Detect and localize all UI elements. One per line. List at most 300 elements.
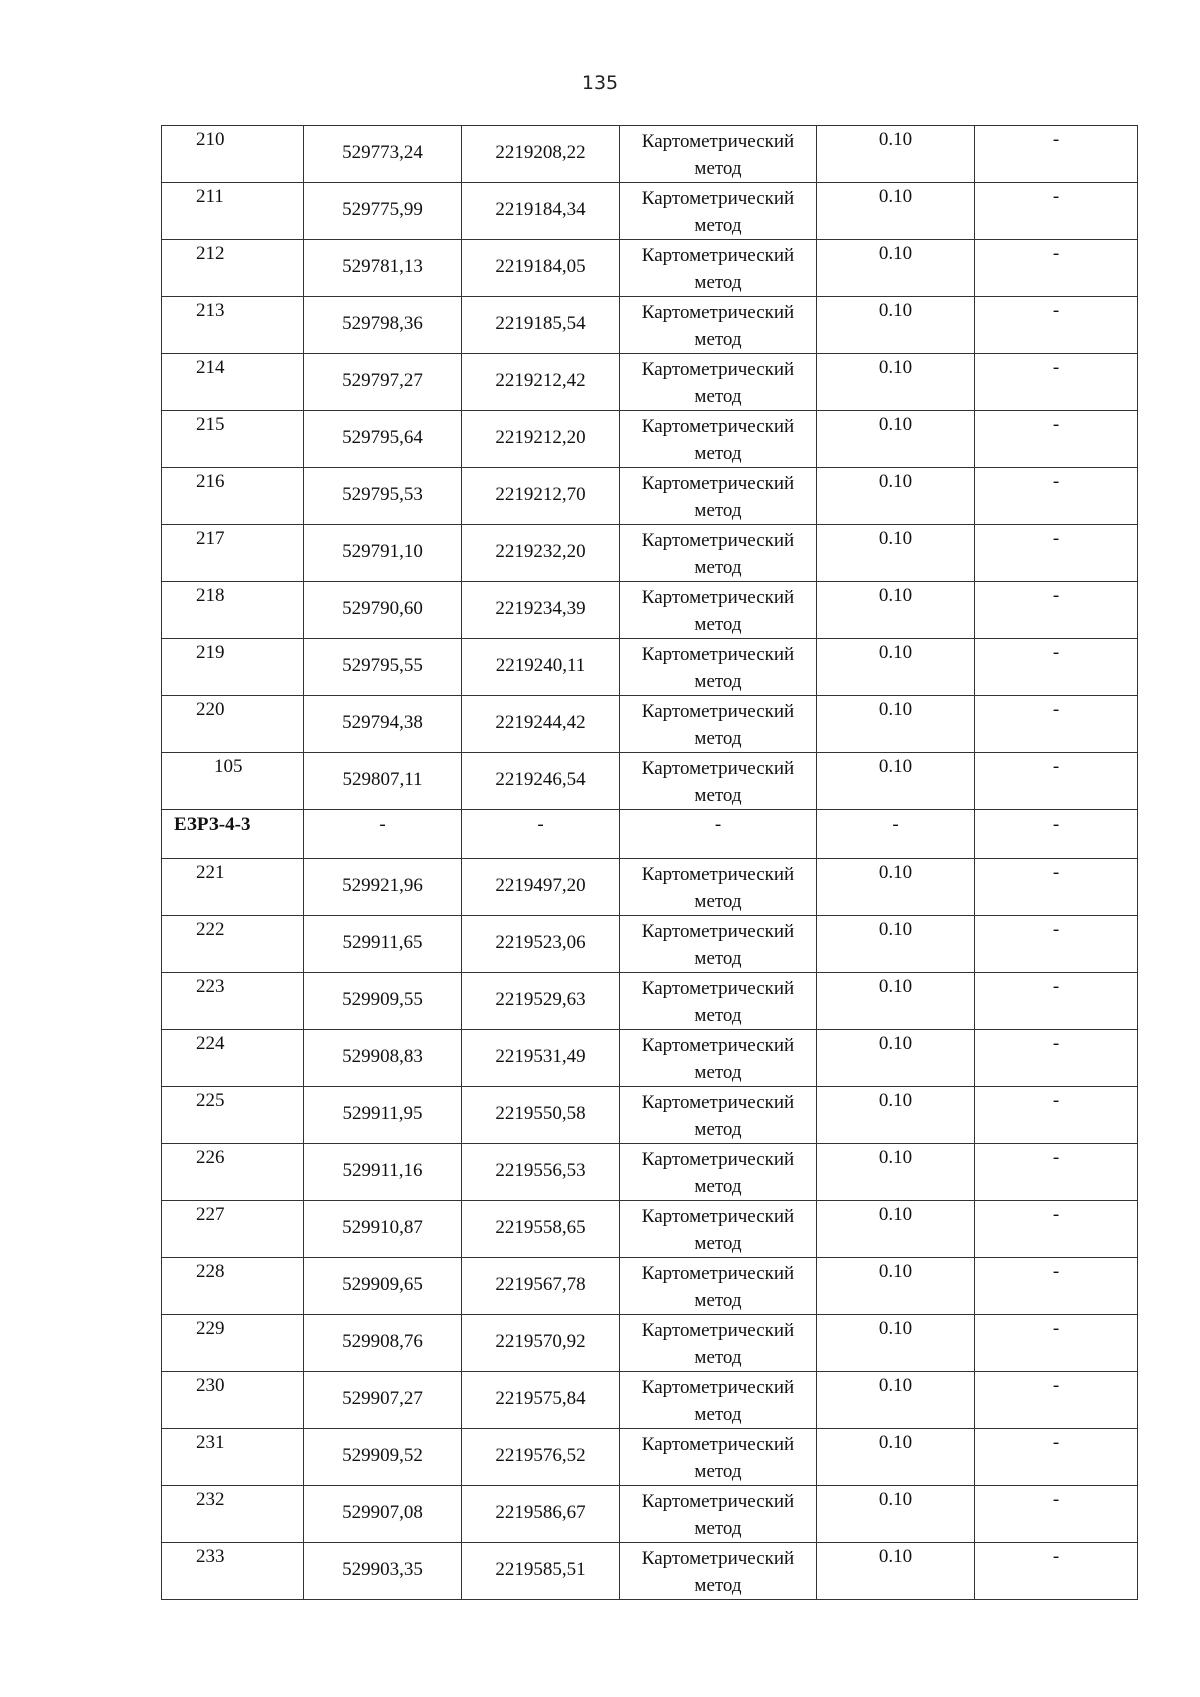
coordinate-y-cell-text: 2219244,42	[495, 712, 586, 733]
method-cell	[620, 126, 817, 183]
coordinate-y-cell-text: 2219212,42	[495, 370, 586, 391]
description-cell-text: -	[1052, 1432, 1060, 1453]
coordinate-x-cell-text: 529775,99	[342, 199, 423, 220]
description-cell-text: -	[1052, 699, 1060, 720]
description-cell	[975, 1486, 1138, 1543]
method-cell-text: Картометрический метод	[641, 416, 795, 464]
precision-cell	[817, 1258, 975, 1315]
description-cell	[975, 973, 1138, 1030]
coordinate-y-cell-text: 2219240,11	[495, 655, 586, 676]
coordinate-x-cell	[304, 297, 462, 354]
precision-cell-text: 0.10	[878, 129, 913, 150]
table-row	[162, 1372, 1138, 1429]
description-cell-text: -	[1052, 528, 1060, 549]
point-number-cell	[162, 126, 304, 183]
method-cell-text: Картометрический метод	[641, 644, 795, 692]
point-number-cell	[162, 183, 304, 240]
description-cell	[975, 126, 1138, 183]
method-cell-text: Картометрический метод	[641, 701, 795, 749]
precision-cell-text: 0.10	[878, 1432, 913, 1453]
precision-cell-text: 0.10	[878, 756, 913, 777]
point-number-cell-text: 213	[196, 300, 225, 321]
coordinate-y-cell-text: 2219529,63	[495, 989, 586, 1010]
coordinate-y-cell	[462, 1087, 620, 1144]
coordinate-y-cell	[462, 639, 620, 696]
empty-value-cell	[462, 810, 620, 859]
description-cell	[975, 859, 1138, 916]
description-cell-text: -	[1052, 756, 1060, 777]
point-number-cell-text: 215	[196, 414, 225, 435]
method-cell-text: Картометрический метод	[641, 245, 795, 293]
point-number-cell	[162, 1315, 304, 1372]
method-cell-text: Картометрический метод	[641, 1035, 795, 1083]
coordinate-y-cell	[462, 240, 620, 297]
table-row	[162, 753, 1138, 810]
coordinate-y-cell-text: 2219550,58	[495, 1103, 586, 1124]
method-cell-text: Картометрический метод	[641, 1548, 795, 1596]
coordinates-table	[161, 125, 1138, 1600]
method-cell-text: Картометрический метод	[641, 188, 795, 236]
description-cell	[975, 1372, 1138, 1429]
description-cell-text: -	[1052, 243, 1060, 264]
precision-cell-text: 0.10	[878, 862, 913, 883]
coordinate-x-cell	[304, 973, 462, 1030]
coordinate-x-cell	[304, 639, 462, 696]
coordinate-x-cell-text: 529791,10	[342, 541, 423, 562]
precision-cell-text: 0.10	[878, 1375, 913, 1396]
point-number-cell	[162, 582, 304, 639]
coordinate-x-cell	[304, 1144, 462, 1201]
coordinate-x-cell-text: 529911,65	[342, 932, 423, 953]
table-row	[162, 126, 1138, 183]
precision-cell	[817, 696, 975, 753]
description-cell-text: -	[1052, 1033, 1060, 1054]
method-cell	[620, 1144, 817, 1201]
method-cell	[620, 1315, 817, 1372]
coordinate-x-cell-text: 529781,13	[342, 256, 423, 277]
method-cell	[620, 1429, 817, 1486]
coordinate-x-cell-text: 529903,35	[342, 1559, 423, 1580]
coordinate-x-cell-text: 529908,83	[342, 1046, 423, 1067]
description-cell	[975, 1315, 1138, 1372]
coordinate-y-cell	[462, 1030, 620, 1087]
coordinate-x-cell	[304, 582, 462, 639]
method-cell	[620, 1372, 817, 1429]
description-cell	[975, 1543, 1138, 1600]
description-cell	[975, 1429, 1138, 1486]
coordinate-x-cell-text: 529909,65	[342, 1274, 423, 1295]
table-row	[162, 916, 1138, 973]
method-cell-text: Картометрический метод	[641, 1320, 795, 1368]
coordinate-y-cell	[462, 183, 620, 240]
coordinate-x-cell-text: 529795,64	[342, 427, 423, 448]
precision-cell-text: 0.10	[878, 528, 913, 549]
precision-cell	[817, 183, 975, 240]
precision-cell	[817, 1087, 975, 1144]
method-cell	[620, 468, 817, 525]
description-cell	[975, 1087, 1138, 1144]
method-cell-text: Картометрический метод	[641, 473, 795, 521]
method-cell-text: Картометрический метод	[641, 131, 795, 179]
method-cell	[620, 183, 817, 240]
precision-cell-text: 0.10	[878, 585, 913, 606]
table-row	[162, 696, 1138, 753]
point-number-cell-text: 219	[196, 642, 225, 663]
precision-cell	[817, 753, 975, 810]
coordinate-y-cell-text: 2219523,06	[495, 932, 586, 953]
point-number-cell	[162, 240, 304, 297]
precision-cell	[817, 525, 975, 582]
coordinate-y-cell	[462, 525, 620, 582]
table-row	[162, 468, 1138, 525]
coordinate-x-cell-text: 529794,38	[342, 712, 423, 733]
point-number-cell	[162, 468, 304, 525]
method-cell-text: Картометрический метод	[641, 864, 795, 912]
precision-cell	[817, 1543, 975, 1600]
point-number-cell-text: 211	[196, 186, 224, 207]
coordinate-x-cell-text: 529907,08	[342, 1502, 423, 1523]
table-row	[162, 183, 1138, 240]
point-number-cell	[162, 297, 304, 354]
description-cell-text: -	[1052, 1261, 1060, 1282]
description-cell	[975, 753, 1138, 810]
coordinate-y-cell-text: 2219586,67	[495, 1502, 586, 1523]
precision-cell-text: 0.10	[878, 699, 913, 720]
point-number-cell	[162, 354, 304, 411]
precision-cell-text: 0.10	[878, 471, 913, 492]
precision-cell-text: 0.10	[878, 1033, 913, 1054]
description-cell	[975, 582, 1138, 639]
point-number-cell-text: 105	[214, 756, 243, 777]
description-cell	[975, 240, 1138, 297]
coordinate-x-cell-text: 529911,95	[342, 1103, 423, 1124]
precision-cell	[817, 126, 975, 183]
table-row	[162, 1429, 1138, 1486]
precision-cell	[817, 916, 975, 973]
table-row	[162, 1486, 1138, 1543]
coordinate-y-cell-text: 2219212,70	[495, 484, 586, 505]
point-number-cell-text: 218	[196, 585, 225, 606]
table-row	[162, 1543, 1138, 1600]
coordinate-y-cell-text: 2219567,78	[495, 1274, 586, 1295]
method-cell	[620, 1543, 817, 1600]
coordinate-y-cell	[462, 1201, 620, 1258]
coordinate-y-cell	[462, 468, 620, 525]
method-cell	[620, 696, 817, 753]
coordinate-y-cell	[462, 696, 620, 753]
coordinate-x-cell	[304, 1030, 462, 1087]
table-row	[162, 1258, 1138, 1315]
coordinate-x-cell-text: 529910,87	[342, 1217, 423, 1238]
table-row	[162, 525, 1138, 582]
table-row	[162, 1144, 1138, 1201]
precision-cell-text: 0.10	[878, 300, 913, 321]
precision-cell	[817, 973, 975, 1030]
method-cell	[620, 639, 817, 696]
method-cell-text: Картометрический метод	[641, 921, 795, 969]
point-number-cell	[162, 1372, 304, 1429]
method-cell	[620, 297, 817, 354]
coordinate-x-cell-text: 529807,11	[342, 769, 423, 790]
coordinate-x-cell	[304, 1372, 462, 1429]
method-cell-text: Картометрический метод	[641, 1149, 795, 1197]
coordinate-y-cell-text: 2219185,54	[495, 313, 586, 334]
coordinate-x-cell	[304, 753, 462, 810]
precision-cell-text: 0.10	[878, 243, 913, 264]
description-cell-text: -	[1052, 1090, 1060, 1111]
coordinate-x-cell-text: 529797,27	[342, 370, 423, 391]
method-cell-text: Картометрический метод	[641, 758, 795, 806]
precision-cell	[817, 582, 975, 639]
point-number-cell	[162, 1486, 304, 1543]
precision-cell-text: 0.10	[878, 1204, 913, 1225]
coordinate-y-cell	[462, 411, 620, 468]
coordinate-x-cell	[304, 126, 462, 183]
coordinate-y-cell	[462, 1315, 620, 1372]
description-cell-text: -	[1052, 862, 1060, 883]
point-number-cell	[162, 696, 304, 753]
coordinate-y-cell-text: 2219208,22	[495, 142, 586, 163]
description-cell	[975, 916, 1138, 973]
precision-cell-text: 0.10	[878, 919, 913, 940]
method-cell-text: Картометрический метод	[641, 302, 795, 350]
coordinate-x-cell	[304, 1486, 462, 1543]
method-cell	[620, 1258, 817, 1315]
empty-value-cell	[620, 810, 817, 859]
point-number-cell-text: 233	[196, 1546, 225, 1567]
method-cell	[620, 916, 817, 973]
description-cell-text: -	[1052, 1204, 1060, 1225]
precision-cell-text: 0.10	[878, 1318, 913, 1339]
precision-cell	[817, 468, 975, 525]
precision-cell	[817, 1030, 975, 1087]
method-cell-text: Картометрический метод	[641, 1206, 795, 1254]
point-number-cell-text: 222	[196, 919, 225, 940]
precision-cell	[817, 1201, 975, 1258]
description-cell-text: -	[1052, 1489, 1060, 1510]
coordinate-y-cell	[462, 1144, 620, 1201]
coordinate-y-cell	[462, 753, 620, 810]
description-cell-text: -	[1052, 186, 1060, 207]
table-row	[162, 240, 1138, 297]
coordinate-x-cell-text: 529909,52	[342, 1445, 423, 1466]
coordinate-x-cell	[304, 1429, 462, 1486]
description-cell-text: -	[1052, 414, 1060, 435]
point-number-cell-text: 214	[196, 357, 225, 378]
table-row	[162, 297, 1138, 354]
method-cell-text: Картометрический метод	[641, 1092, 795, 1140]
coordinate-y-cell-text: 2219234,39	[495, 598, 586, 619]
table-row	[162, 639, 1138, 696]
point-number-cell-text: 230	[196, 1375, 225, 1396]
group-label-cell	[162, 810, 304, 859]
description-cell	[975, 1030, 1138, 1087]
method-cell	[620, 859, 817, 916]
point-number-cell	[162, 1030, 304, 1087]
point-number-cell	[162, 916, 304, 973]
empty-value-cell	[817, 810, 975, 859]
point-number-cell-text: 224	[196, 1033, 225, 1054]
description-cell	[975, 525, 1138, 582]
coordinate-x-cell	[304, 1543, 462, 1600]
point-number-cell-text: 232	[196, 1489, 225, 1510]
coordinate-x-cell	[304, 1087, 462, 1144]
coordinate-y-cell-text: 2219558,65	[495, 1217, 586, 1238]
point-number-cell	[162, 411, 304, 468]
coordinate-y-cell	[462, 1486, 620, 1543]
point-number-cell	[162, 1258, 304, 1315]
point-number-cell-text: 225	[196, 1090, 225, 1111]
precision-cell	[817, 354, 975, 411]
point-number-cell	[162, 753, 304, 810]
description-cell-text: -	[1052, 129, 1060, 150]
point-number-cell-text: 220	[196, 699, 225, 720]
point-number-cell	[162, 525, 304, 582]
description-cell-text: -	[1052, 919, 1060, 940]
method-cell-text: Картометрический метод	[641, 1434, 795, 1482]
precision-cell-text: 0.10	[878, 1546, 913, 1567]
coordinate-x-cell-text: 529907,27	[342, 1388, 423, 1409]
method-cell	[620, 1201, 817, 1258]
coordinate-y-cell	[462, 859, 620, 916]
point-number-cell-text: 221	[196, 862, 225, 883]
coordinate-y-cell	[462, 297, 620, 354]
coordinate-x-cell	[304, 696, 462, 753]
precision-cell-text: 0.10	[878, 357, 913, 378]
description-cell	[975, 354, 1138, 411]
description-cell	[975, 1258, 1138, 1315]
precision-cell	[817, 1429, 975, 1486]
method-cell	[620, 973, 817, 1030]
table-row	[162, 582, 1138, 639]
coordinate-x-cell-text: 529795,53	[342, 484, 423, 505]
point-number-cell-text: 228	[196, 1261, 225, 1282]
description-cell-text: -	[1052, 471, 1060, 492]
point-number-cell-text: 216	[196, 471, 225, 492]
description-cell-text: -	[1052, 300, 1060, 321]
precision-cell	[817, 240, 975, 297]
point-number-cell	[162, 1201, 304, 1258]
coordinate-x-cell	[304, 1258, 462, 1315]
method-cell	[620, 753, 817, 810]
method-cell	[620, 582, 817, 639]
description-cell	[975, 183, 1138, 240]
point-number-cell	[162, 1144, 304, 1201]
point-number-cell-text: 212	[196, 243, 225, 264]
precision-cell-text: 0.10	[878, 642, 913, 663]
point-number-cell	[162, 1543, 304, 1600]
table-row	[162, 1315, 1138, 1372]
description-cell	[975, 411, 1138, 468]
coordinate-x-cell-text: 529773,24	[342, 142, 423, 163]
description-cell-text: -	[1052, 1147, 1060, 1168]
description-cell	[975, 1144, 1138, 1201]
coordinate-x-cell	[304, 240, 462, 297]
group-header-row	[162, 810, 1138, 859]
coordinate-y-cell	[462, 1258, 620, 1315]
coordinate-y-cell-text: 2219246,54	[495, 769, 586, 790]
description-cell-text: -	[1052, 585, 1060, 606]
method-cell-text: Картометрический метод	[641, 587, 795, 635]
precision-cell-text: 0.10	[878, 1489, 913, 1510]
coordinate-x-cell-text: 529790,60	[342, 598, 423, 619]
coordinate-x-cell	[304, 859, 462, 916]
table-row	[162, 1201, 1138, 1258]
coordinate-y-cell-text: 2219585,51	[495, 1559, 586, 1580]
description-cell-text: -	[1052, 1375, 1060, 1396]
point-number-cell-text: 231	[196, 1432, 225, 1453]
description-cell	[975, 297, 1138, 354]
coordinate-x-cell	[304, 525, 462, 582]
empty-value-cell-text: -	[714, 814, 722, 835]
coordinate-x-cell-text: 529921,96	[342, 875, 423, 896]
coordinate-x-cell-text: 529798,36	[342, 313, 423, 334]
method-cell-text: Картометрический метод	[641, 1377, 795, 1425]
precision-cell-text: 0.10	[878, 1147, 913, 1168]
point-number-cell-text: 210	[196, 129, 225, 150]
precision-cell	[817, 411, 975, 468]
precision-cell	[817, 1144, 975, 1201]
method-cell-text: Картометрический метод	[641, 1491, 795, 1539]
point-number-cell-text: 217	[196, 528, 225, 549]
coordinate-x-cell-text: 529911,16	[342, 1160, 423, 1181]
coordinate-y-cell	[462, 126, 620, 183]
precision-cell	[817, 859, 975, 916]
coordinate-y-cell	[462, 582, 620, 639]
table-row	[162, 411, 1138, 468]
coordinate-y-cell	[462, 1429, 620, 1486]
method-cell	[620, 411, 817, 468]
point-number-cell	[162, 639, 304, 696]
empty-value-cell-text: -	[1052, 814, 1060, 835]
description-cell-text: -	[1052, 642, 1060, 663]
point-number-cell	[162, 1429, 304, 1486]
coordinate-y-cell	[462, 1543, 620, 1600]
coordinate-x-cell	[304, 916, 462, 973]
coordinate-y-cell-text: 2219570,92	[495, 1331, 586, 1352]
empty-value-cell	[975, 810, 1138, 859]
coordinate-x-cell	[304, 411, 462, 468]
description-cell-text: -	[1052, 1318, 1060, 1339]
coordinate-x-cell	[304, 183, 462, 240]
coordinate-y-cell	[462, 1372, 620, 1429]
point-number-cell	[162, 973, 304, 1030]
table-row	[162, 1030, 1138, 1087]
precision-cell	[817, 297, 975, 354]
description-cell-text: -	[1052, 976, 1060, 997]
table-row	[162, 973, 1138, 1030]
precision-cell-text: 0.10	[878, 1090, 913, 1111]
coordinate-y-cell-text: 2219232,20	[495, 541, 586, 562]
coordinate-y-cell-text: 2219576,52	[495, 1445, 586, 1466]
coordinate-y-cell-text: 2219212,20	[495, 427, 586, 448]
precision-cell-text: 0.10	[878, 1261, 913, 1282]
description-cell-text: -	[1052, 1546, 1060, 1567]
precision-cell	[817, 1315, 975, 1372]
coordinate-y-cell	[462, 916, 620, 973]
empty-value-cell-text: -	[892, 814, 899, 835]
group-label-cell-text: ЕЗРЗ-4-3	[174, 814, 251, 835]
empty-value-cell	[304, 810, 462, 859]
point-number-cell-text: 223	[196, 976, 225, 997]
point-number-cell	[162, 859, 304, 916]
method-cell-text: Картометрический метод	[641, 530, 795, 578]
method-cell	[620, 1486, 817, 1543]
description-cell-text: -	[1052, 357, 1060, 378]
method-cell	[620, 240, 817, 297]
coordinate-x-cell	[304, 354, 462, 411]
point-number-cell-text: 226	[196, 1147, 225, 1168]
